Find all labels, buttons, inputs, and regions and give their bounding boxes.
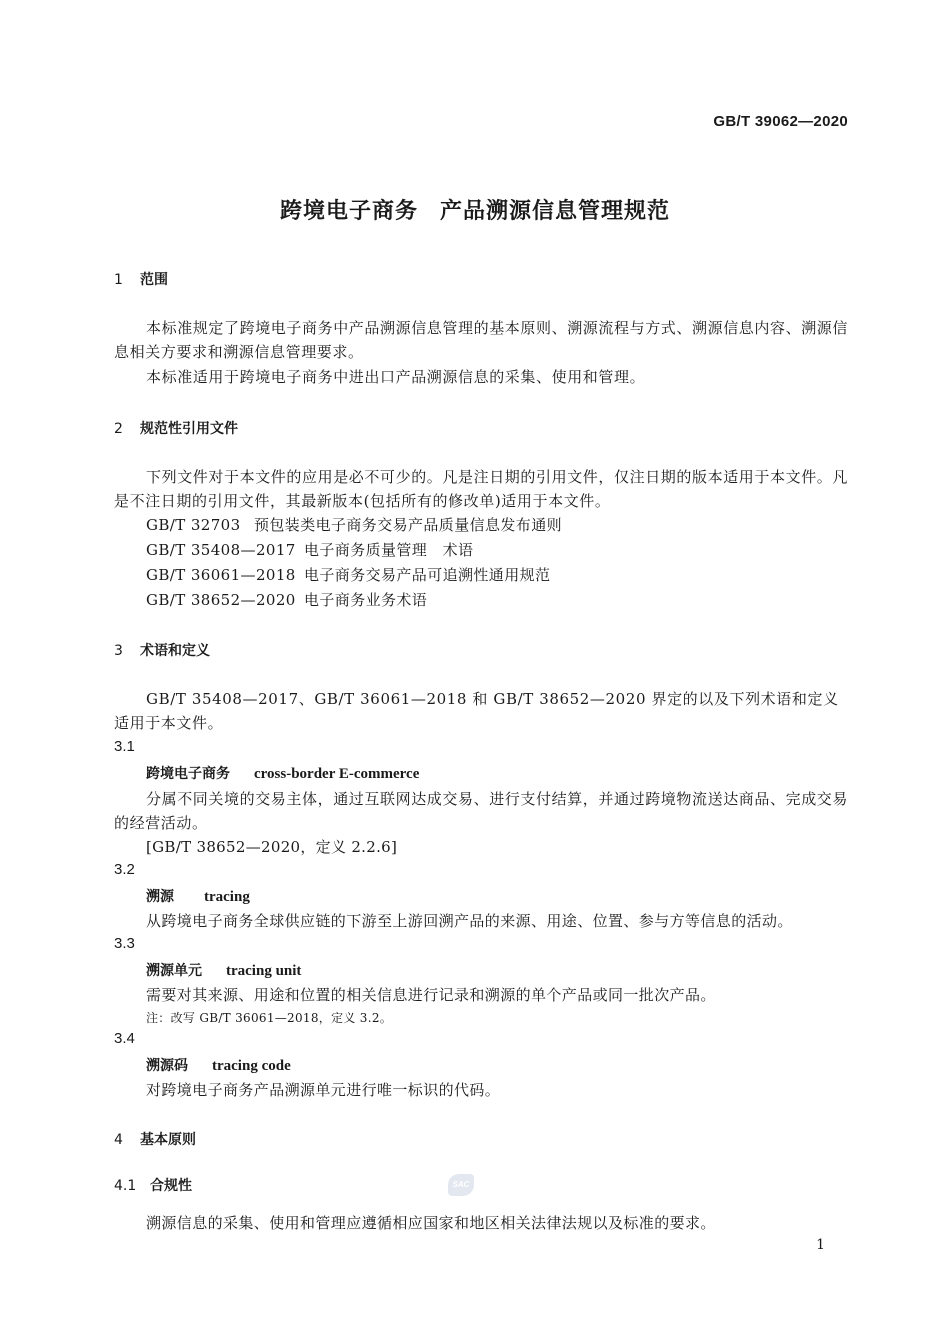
term-definition: 分属不同关境的交易主体，通过互联网达成交易、进行支付结算，并通过跨境物流送达商品、完成交易的经营活动。 <box>114 790 849 832</box>
section-1-paragraph-2: 本标准适用于跨境电子商务中进出口产品溯源信息的采集、使用和管理。 <box>146 368 646 386</box>
reference-code: GB/T 38652—2020 <box>146 591 296 609</box>
term-chinese: 跨境电子商务 <box>146 766 230 782</box>
subsection-title: 合规性 <box>150 1178 192 1194</box>
title-part1: 跨境电子商务 <box>279 199 418 224</box>
title-part2: 产品溯源信息管理规范 <box>440 199 671 224</box>
reference-item <box>146 514 562 535</box>
document-title <box>0 194 950 225</box>
term-definition: 对跨境电子商务产品溯源单元进行唯一标识的代码。 <box>146 1081 501 1099</box>
section-2-heading <box>114 418 238 438</box>
reference-name: 预包装类电子商务交易产品质量信息发布通则 <box>254 516 563 534</box>
term-name <box>146 960 301 980</box>
term-english: tracing unit <box>226 963 302 979</box>
term-english: tracing code <box>212 1058 291 1074</box>
term-number: 3.4 <box>114 1030 135 1047</box>
reference-item <box>146 589 427 610</box>
term-definition: 需要对其来源、用途和位置的相关信息进行记录和溯源的单个产品或同一批次产品。 <box>146 986 716 1004</box>
term-number: 3.3 <box>114 935 135 952</box>
section-title: 基本原则 <box>140 1132 196 1148</box>
section-3-heading <box>114 640 210 660</box>
reference-name: 电子商务质量管理 术语 <box>304 541 474 559</box>
term-chinese: 溯源码 <box>146 1058 188 1074</box>
section-1-paragraph-1: 本标准规定了跨境电子商务中产品溯源信息管理的基本原则、溯源流程与方式、溯源信息内容、溯源信息相关方要求和溯源信息管理要求。 <box>114 319 849 361</box>
term-chinese: 溯源 <box>146 889 174 905</box>
subsection-number: 4.1 <box>114 1178 137 1194</box>
page-number: 1 <box>816 1237 825 1253</box>
section-4-heading <box>114 1129 196 1149</box>
section-title: 术语和定义 <box>140 643 210 659</box>
term-english: cross-border E-commerce <box>254 766 420 782</box>
term-source: [GB/T 38652—2020，定义 2.2.6] <box>146 838 398 856</box>
term-number: 3.1 <box>114 738 135 755</box>
term-note: 注：改写 GB/T 36061—2018，定义 3.2。 <box>146 1011 393 1025</box>
section-number: 3 <box>114 643 123 659</box>
reference-code: GB/T 36061—2018 <box>146 566 296 584</box>
reference-code: GB/T 32703 <box>146 516 241 534</box>
subsection-4-1-heading <box>114 1175 192 1195</box>
term-name <box>146 763 419 783</box>
section-2-paragraph-1: 下列文件对于本文件的应用是必不可少的。凡是注日期的引用文件，仅注日期的版本适用于本文件。凡是不注日期的引用文件，其最新版本(包括所有的修改单)适用于本文件。 <box>114 468 849 510</box>
section-1-heading <box>114 269 168 289</box>
section-number: 4 <box>114 1132 123 1148</box>
sac-watermark-logo: SAC <box>448 1174 474 1196</box>
section-3-paragraph-1: GB/T 35408—2017、GB/T 36061—2018 和 GB/T 38652—2020 界定的以及下列术语和定义适用于本文件。 <box>114 690 839 732</box>
section-title: 规范性引用文件 <box>140 421 238 437</box>
term-name <box>146 886 250 906</box>
section-title: 范围 <box>140 272 168 288</box>
term-chinese: 溯源单元 <box>146 963 202 979</box>
term-english: tracing <box>204 889 250 905</box>
term-definition: 从跨境电子商务全球供应链的下游至上游回溯产品的来源、用途、位置、参与方等信息的活动。 <box>146 912 793 930</box>
section-number: 2 <box>114 421 123 437</box>
reference-item <box>146 539 473 560</box>
reference-name: 电子商务业务术语 <box>304 591 428 609</box>
standard-number: GB/T 39062—2020 <box>713 113 848 130</box>
reference-item <box>146 564 550 585</box>
section-number: 1 <box>114 272 123 288</box>
reference-name: 电子商务交易产品可追溯性通用规范 <box>304 566 551 584</box>
reference-code: GB/T 35408—2017 <box>146 541 296 559</box>
term-name <box>146 1055 291 1075</box>
subsection-4-1-paragraph-1: 溯源信息的采集、使用和管理应遵循相应国家和地区相关法律法规以及标准的要求。 <box>146 1214 716 1232</box>
term-number: 3.2 <box>114 861 135 878</box>
